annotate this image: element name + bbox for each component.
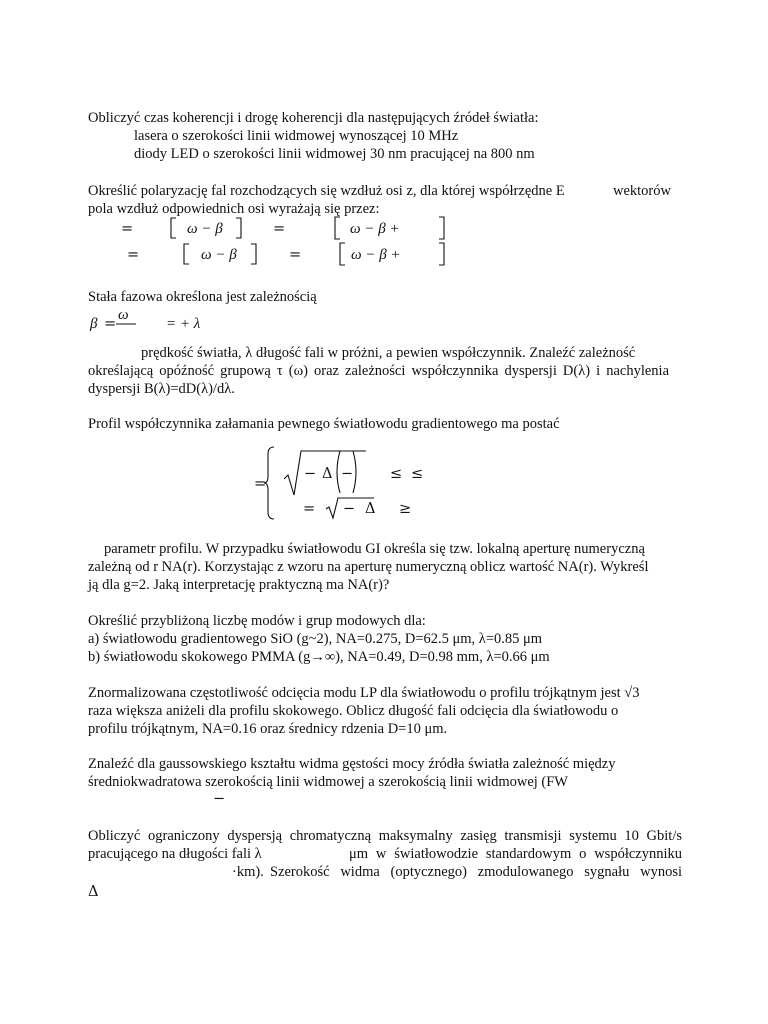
equals-sign: = xyxy=(273,221,286,237)
phase-argument: ω − β xyxy=(187,221,223,237)
problem1-item-laser: lasera o szerokości linii widmowej wynoszącej 10 MHz xyxy=(134,128,459,144)
equation-rhs: = + λ xyxy=(166,316,201,332)
bracket-right xyxy=(438,242,446,266)
fraction-bar xyxy=(116,323,138,325)
minus-sign: − xyxy=(304,466,317,482)
problem7-line1: Znormalizowana częstotliwość odcięcia modu LP dla światłowodu o profilu trójkątnym jest √3 xyxy=(88,685,640,701)
problem5-line1: parametr profilu. W przypadku światłowodu GI określa się tzw. lokalną aperturę numeryczną xyxy=(104,541,645,557)
bracket-left xyxy=(170,217,178,239)
problem4-intro: Profil współczynnika załamania pewnego światłowodu gradientowego ma postać xyxy=(88,416,560,432)
delta-symbol: Δ xyxy=(365,501,376,517)
phase-argument: ω − β + xyxy=(350,221,400,237)
paren-right xyxy=(352,450,360,494)
problem9-line1: Obliczyć ograniczony dyspersją chromatyczną maksymalny zasięg transmisji systemu 10 Gbit/s xyxy=(88,828,682,844)
equals-sign: = xyxy=(289,247,302,263)
problem2-line1: Określić polaryzację fal rozchodzących się wzdłuż osi z, dla której współrzędne E xyxy=(88,183,565,199)
problem3-line3: prędkość światła, λ długość fali w próżni, a pewien współczynnik. Znaleźć zależność xyxy=(141,345,636,361)
problem3-intro: Stała fazowa określona jest zależnością xyxy=(88,289,317,305)
less-equal-sign: ≤ xyxy=(390,466,403,482)
problem1-item-led: diody LED o szerokości linii widmowej 30 nm pracującej na 800 nm xyxy=(134,146,535,162)
bracket-right xyxy=(235,217,243,239)
bracket-left xyxy=(183,243,191,265)
problem3-line4: określającą opóźność grupową τ (ω) oraz zależności współczynnika dyspersji D(λ) i nachylenia xyxy=(88,363,669,379)
bracket-left xyxy=(339,242,347,266)
bracket-right xyxy=(438,216,446,240)
minus-sign: − xyxy=(343,501,356,517)
bracket-right xyxy=(250,243,258,265)
equals-sign: = xyxy=(121,221,134,237)
problem8-line1: Znaleźć dla gaussowskiego kształtu widma gęstości mocy źródła światła zależność między xyxy=(88,756,616,772)
problem1-intro: Obliczyć czas koherencji i drogę koherencji dla następujących źródeł światła: xyxy=(88,110,539,126)
less-equal-sign: ≤ xyxy=(411,466,424,482)
greater-equal-sign: ≥ xyxy=(399,501,412,517)
equals-sign: = xyxy=(254,476,267,492)
problem2-line2: pola wzdłuż odpowiednich osi wyrażają się przez: xyxy=(88,201,380,217)
problem5-line3: ją dla g=2. Jaką interpretację praktyczną ma NA(r)? xyxy=(88,577,390,593)
problem7-line3: profilu trójkątnym, NA=0.16 oraz średnicy rdzenia D=10 μm. xyxy=(88,721,448,737)
problem6-intro: Określić przybliżoną liczbę modów i grup modowych dla: xyxy=(88,613,426,629)
equals-sign: = xyxy=(127,247,140,263)
problem9-line3-end: Szerokość widma (optycznego) zmodulowanego sygnału wynosi xyxy=(270,864,682,880)
minus-sign: − xyxy=(213,791,226,807)
piecewise-brace xyxy=(264,446,276,520)
equals-sign: = xyxy=(104,316,117,332)
problem8-line2: średniokwadratowa szerokością linii widmowej a szerokością linii widmowej (FW xyxy=(88,774,568,790)
problem5-line2: zależną od r NA(r). Korzystając z wzoru na aperturę numeryczną oblicz wartość NA(r). Wykreśl xyxy=(88,559,649,575)
problem9-line2-start: pracującego na długości fali λ xyxy=(88,846,262,862)
problem3-line5: dyspersji B(λ)=dD(λ)/dλ. xyxy=(88,381,235,397)
paren-left xyxy=(333,450,341,494)
problem6-item-b: b) światłowodu skokowego PMMA (g→∞), NA=0.49, D=0.98 mm, λ=0.66 μm xyxy=(88,649,550,665)
problem2-line1-end: wektorów xyxy=(613,183,671,199)
problem7-line2: raza większa aniżeli dla profilu skokowego. Oblicz długość fali odcięcia dla światłowodu o xyxy=(88,703,619,719)
problem9-line2-end: μm w światłowodzie standardowym o współczynniku xyxy=(349,846,682,862)
phase-argument: ω − β xyxy=(201,247,237,263)
problem9-line3-start: ·km). xyxy=(232,864,264,880)
bracket-left xyxy=(334,216,342,240)
delta-symbol: Δ xyxy=(88,884,99,900)
omega-numerator: ω xyxy=(118,307,129,323)
minus-sign: − xyxy=(341,466,354,482)
equals-sign: = xyxy=(303,501,316,517)
problem6-item-a: a) światłowodu gradientowego SiO (g~2), NA=0.275, D=62.5 μm, λ=0.85 μm xyxy=(88,631,543,647)
beta-symbol: β xyxy=(90,316,98,332)
phase-argument: ω − β + xyxy=(351,247,401,263)
delta-symbol: Δ xyxy=(322,466,333,482)
